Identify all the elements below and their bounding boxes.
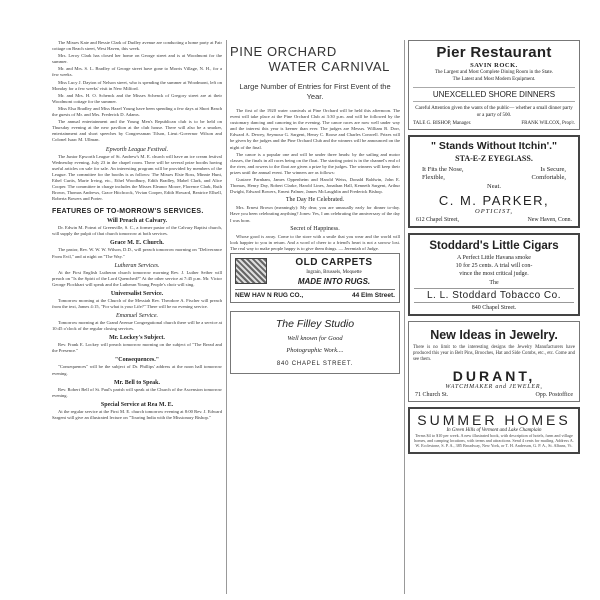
universalist-heading: Universalist Service. [110, 290, 164, 297]
bell-heading: Mr. Bell to Speak. [114, 379, 160, 386]
features-heading: FEATURES OF TO-MORROW'S SERVICES. [52, 208, 204, 216]
filley-line2: Photographic Work.... [286, 346, 344, 354]
consequences-body: "Consequences" will be the subject of Dr. Phillips' address at the noon hall tomorrow evening. [52, 364, 222, 376]
stands-right1: Is Secure, [540, 166, 566, 173]
durant-street: 71 Church St. [415, 391, 449, 398]
carnival-title-line1: PINE ORCHARD [230, 44, 337, 59]
column-carnival [230, 40, 400, 594]
consequences-heading: "Consequences." [114, 357, 160, 364]
day-body: Mrs. Ernest Brown (meaningly): My dear, you are unusually early for dinner to-day. Have you been celebrating anything? Jones: Yes, I am celebrating the anniversary of the day I was born. [230, 205, 400, 223]
social-notes [52, 40, 222, 144]
lutheran-body: At the First English Lutheran church tomorrow morning Rev. J. Luther Seiber will preach on "Is the Spirit of the Lord Quenched?" At the other service at 7:45 p.m. Mr. Victor George Flockhart will speak and the Lutheran Young People's choir will sing. [52, 269, 222, 287]
column-advertisements [408, 40, 580, 594]
pier-line2: The Latest and Most Modern Equipment. [452, 76, 536, 82]
filley-line1: Well known for Good [287, 334, 343, 342]
social-note-paragraph: The annual entertainment and the Young Men's Republican club is to be held on Thursday evening at the new pavilion at the club house. There will also be a smoker, entertainment and short speeches by Congressman Tilson, Lieut.-Governor Wilson and Colonel Isaac M. Ullman. [52, 119, 222, 143]
grace-body: The pastor, Rev. W. W. W. Wilson, D.D., will preach tomorrow morning on "Deliverance From Evil," and at night on "The Way." [52, 247, 222, 259]
social-note-paragraph: Mr. and Mrs. S. L. Bradley of George street have gone to Morris Village, N. H., for a few weeks. [52, 66, 222, 78]
carpets-company: NEW HAV N RUG CO., [235, 291, 304, 299]
pier-careful: Careful Attention given the wants of the public— whether a small dinner party or a party of 500. [415, 106, 573, 118]
lutheran-heading: Lutheran Services. [114, 262, 160, 269]
stands-left1: It Fits the Nose, [422, 166, 464, 173]
lockey-body: Rev. Frank E. Lockey will preach tomorrow morning on the subject of "The Bread and the Presence." [52, 342, 222, 354]
stands-headline: " Stands Without Itchin'." [430, 140, 558, 152]
rug-illustration-icon [235, 258, 267, 284]
stoddard-address: 840 Chapel Street. [471, 305, 517, 311]
summer-homes-subtitle: In Green Hills of Vermont and Lake Champlain [446, 427, 542, 433]
stoddard-line2: 10 for 25 cents. A trial will con- [455, 263, 533, 269]
day-heading: The Day He Celebrated. [285, 197, 345, 204]
stoddard-the: The [489, 280, 499, 286]
carnival-paragraph: The canoe is a popular one and will be under three heads: by the sailing and motor classes, the finals in all races being on the float. The starting point is in the channel's end of the river, and rowers to the float are given a prize by the judges. The winners will keep their prizes until the annual event. The winners are as follows: [230, 151, 400, 175]
filley-name: The Filley Studio [275, 317, 355, 330]
carnival-deck: Large Number of Entries for First Event of the Year. [239, 82, 391, 101]
features-subheading: Will Preach at Calvary. [106, 218, 168, 225]
pier-line1: The Largest and Most Complete Dining Room in the State. [434, 70, 554, 75]
epworth-body: The Junior Epworth League of St. Andrew's M. E. church will have an ice cream festival Wednesday evening, July 23 in the chapel room. There will be several prize booths having useful articles on sale for sale. An interesting program will be provided by members of the League. The committee for the booths is as follows: The Misses Elsie Ross, Minnie Hunt, Ethel Curtis, Marie Irving, etc., Ethel Woodbury, Edith Bradley, Mabel Clark, and Alice Cooper. The committee in charge includes the Misses Eleanor Moore, Florence Clark, Ruth Brown, Thomas Andrews, Grace Hitchcock, Vivian Cooper, Edith Howard, Beatrice Ellsell, Roberta Bowers and Porter. [52, 153, 222, 202]
social-note-paragraph: The Misses Kate and Bessie Clark of Dudley avenue are conducting a home party at Fair cottage on Beach street, West Haven, this week. [52, 40, 222, 52]
pier-location: SAVIN ROCK. [470, 62, 518, 69]
parker-street: 612 Chapel Street, [416, 217, 459, 223]
secret-heading: Secret of Happiness. [290, 225, 340, 232]
durant-jewelry-ad [408, 321, 580, 402]
summer-homes-name: SUMMER HOMES [417, 411, 571, 428]
parker-title: OPTICIST, [475, 208, 513, 215]
social-note-paragraph: Miss Lucy J. Dayton of Nelson street, who is spending the summer at Woodmont, left on Monday for a few weeks' visit in New Milford. [52, 79, 222, 91]
pier-manager: TALE G. BISHOP, Manager. [413, 121, 472, 126]
stoddard-cigars-ad [408, 233, 580, 316]
carnival-article [230, 108, 400, 195]
summer-homes-ad [408, 407, 580, 454]
emanuel-body: Tomorrow morning at the Grand Avenue Congregational church there will be a service at 10:45 o'clock of the regular closing services. [52, 320, 222, 332]
durant-name: DURANT, [452, 367, 536, 384]
pier-name: Pier Restaurant [436, 44, 552, 61]
pier-proprietor: FRANK WILCOX, Prop'r. [521, 121, 575, 126]
summer-homes-body: Terms $4 to $10 per week. A new illustrated book, with description of hotels, farm and village homes, and camping locations, with terms and attractions. Send 4 cents for mailing. Address A. W. Ecclestone, S. P. A., 385 Broadway, New York, or T. H. Anderson, G. P. A., St. Albans, Vt. [414, 432, 574, 449]
stoddard-line3: vince the most critical judge. [459, 271, 529, 277]
filley-address: 840 CHAPEL STREET. [276, 360, 354, 367]
stoddard-headline: Stoddard's Little Cigars [429, 240, 559, 252]
carpets-tagline: MADE INTO RUGS. [297, 276, 371, 286]
carpets-address: 44 Elm Street. [352, 291, 395, 299]
special-heading: Special Service at Rea M. E. [100, 401, 174, 408]
lockey-heading: Mr. Lockey's Subject. [109, 335, 165, 342]
parker-city: New Haven, Conn. [527, 217, 572, 223]
secret-body: Whose good is away. Come to the store with a smile that you wear and the world will look happier to you in return. And a word of cheer to a friend's heart is not a sorrow lost. The real way to make people happy is to give them things. — Jeremiah of Judge. [230, 233, 400, 251]
eyeglass-ad [408, 135, 580, 228]
column-divider [226, 40, 227, 594]
filley-studio-ad [230, 311, 400, 374]
durant-opposite: Opp. Postoffice [535, 391, 573, 398]
pier-unexcelled: UNEXCELLED SHORE DINNERS [413, 87, 575, 102]
pier-restaurant-ad [408, 40, 580, 130]
column-social-news [52, 40, 222, 594]
special-body: At the regular service at the First M. E. church tomorrow evening at 8:00 Rev. J. Edward Sargent will give an illustrated lecture on "Touring India with the Missionary Bishop." [52, 408, 222, 420]
social-note-paragraph: Miss Elsa Bradley and Miss Hazel Young have been spending a few days at Short Beach the guests of Mr. and Mrs. Frederick D. Adams. [52, 105, 222, 118]
stands-brand: STA-E-Z EYEGLASS. [455, 154, 533, 163]
durant-subtitle: WATCHMAKER and JEWELER, [445, 383, 543, 390]
carnival-paragraph: The first of the 1920 water carnivals at Pine Orchard will be held this afternoon. The event will take place at the Pine Orchard Club at 3:30 p.m. and will be followed by the customary dancing and canoeing in the evening. The canoe races are now well under way and the interest this year is keener than ever. The judges are Messrs. William B. Dorr, Edward A. Dewey, Seymour G. Sargent, Henry C. Roose and Charles Conwell. Prizes will be given by the judges and the Pine Orchard Club and the winners will be announced on the night of the final. [230, 108, 400, 150]
stands-neat: Neat. [487, 183, 501, 190]
old-carpets-ad [230, 253, 400, 303]
newideas-headline: New Ideas in Jewelry. [430, 328, 558, 342]
features-body: Dr. Edwin M. Poteat of Greenville, S. C., a former pastor of the Calvary Baptist church, will supply the pulpit of that church tomorrow at both services. [52, 225, 222, 237]
newideas-body: There is no limit to the interesting designs the Jewelry Manufacturers have produced this year in Belt Pins, Brooches, Hat and Side Combs, etc., etc. Come and see them. [413, 345, 575, 363]
epworth-heading: Epworth League Festival. [105, 146, 169, 153]
stands-left2: Flexible, [422, 174, 445, 181]
carnival-paragraph: Gustave Farnham, James Oppenheim and Harold Weiss, Donald Baldwin, John E. Thomas, Henry Day, Robert Clarke, Harold Lines, Jonathan Hall, Kenneth Sargent, Arthur Dwight, Edward Bowers, Ernest Palmer, James McLaughlin and Frederick Bishop. [230, 177, 400, 195]
column-divider [404, 40, 405, 594]
carnival-title-line2: WATER CARNIVAL [268, 59, 390, 74]
stoddard-company: L. L. Stoddard Tobacco Co. [414, 288, 574, 303]
bell-body: Rev. Robert Bell of St. Paul's parish will speak at the Church of the Ascension tomorrow evening. [52, 386, 222, 398]
stands-right2: Comfortable, [531, 174, 566, 181]
universalist-body: Tomorrow morning at the Church of the Messiah Rev. Theodore A. Fischer will preach from the text, James 4:15, "For what is your Life?" There will be no evening service. [52, 297, 222, 309]
carpets-subtitle: Ingrain, Brussels, Moquette [306, 269, 362, 275]
parker-name: C. M. PARKER, [438, 193, 550, 208]
stoddard-line1: A Perfect Little Havana smoke [457, 255, 531, 261]
grace-heading: Grace M. E. Church. [110, 240, 164, 247]
carpets-title: OLD CARPETS [295, 256, 373, 268]
emanuel-heading: Emanuel Service. [116, 313, 158, 320]
social-note-paragraph: Mr. and Mrs. H. O. Schenck and the Misses Schenck of Gregory street are at their Woodmont cottage for the summer. [52, 92, 222, 104]
social-note-paragraph: Mrs. Leroy Clark has closed her home on George street and is at Woodmont for the summer. [52, 53, 222, 65]
